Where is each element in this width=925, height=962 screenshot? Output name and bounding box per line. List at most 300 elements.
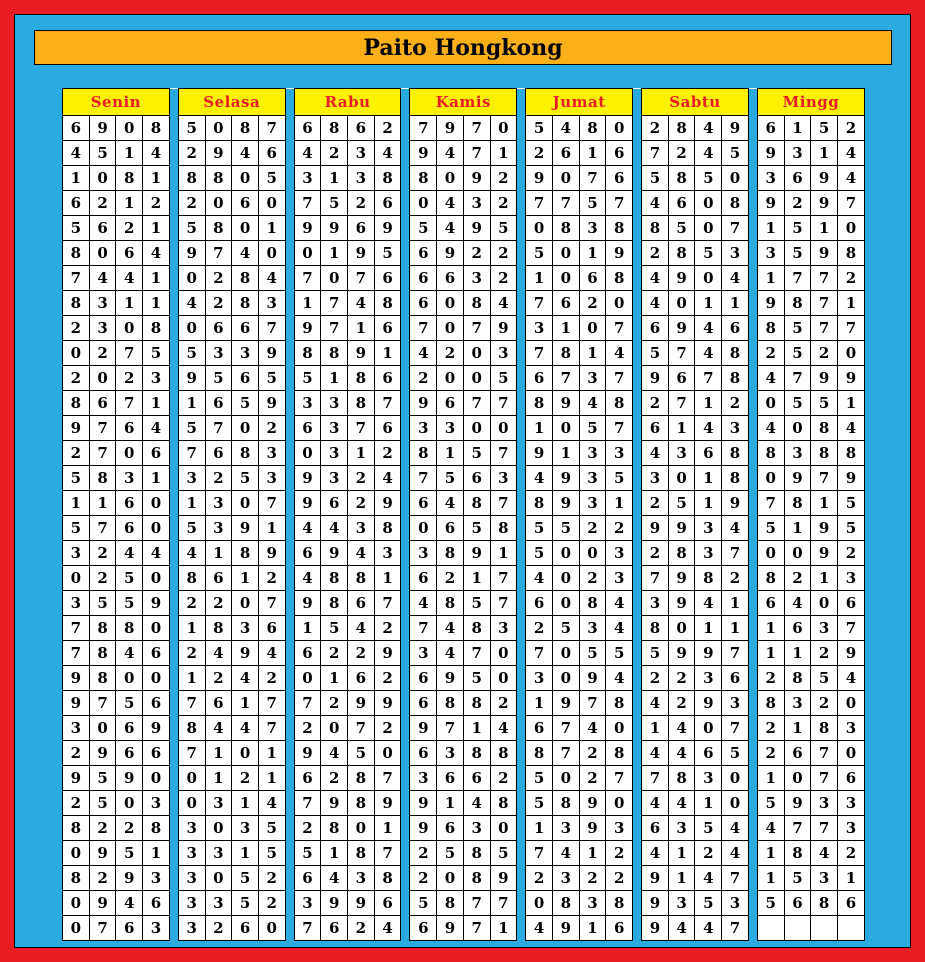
column-separator [517, 866, 526, 891]
digit-cell: 5 [490, 216, 517, 241]
digit-cell: 3 [410, 541, 437, 566]
digit-cell: 9 [552, 391, 579, 416]
digit-cell: 4 [837, 141, 864, 166]
digit-cell: 4 [89, 266, 116, 291]
digit-cell: 3 [258, 441, 285, 466]
digit-cell: 1 [321, 241, 348, 266]
digit-cell: 5 [526, 791, 553, 816]
column-separator [748, 116, 757, 141]
digit-cell: 5 [695, 891, 722, 916]
digit-cell: 9 [89, 116, 116, 141]
digit-cell: 6 [63, 191, 90, 216]
column-separator [285, 391, 294, 416]
column-separator [169, 89, 178, 116]
column-separator [633, 641, 642, 666]
digit-cell: 7 [463, 316, 490, 341]
digit-cell: 0 [606, 791, 633, 816]
digit-cell: 4 [784, 591, 811, 616]
digit-cell: 1 [143, 216, 170, 241]
digit-cell: 4 [757, 366, 784, 391]
digit-cell: 2 [757, 341, 784, 366]
digit-cell: 7 [552, 191, 579, 216]
digit-cell: 7 [463, 141, 490, 166]
digit-cell: 2 [321, 641, 348, 666]
digit-cell: 5 [722, 741, 749, 766]
column-separator [633, 141, 642, 166]
digit-cell: 7 [410, 616, 437, 641]
digit-cell: 2 [89, 866, 116, 891]
column-separator [285, 591, 294, 616]
digit-cell: 1 [757, 216, 784, 241]
digit-cell: 5 [321, 616, 348, 641]
digit-cell: 9 [258, 541, 285, 566]
column-separator [748, 716, 757, 741]
digit-cell: 9 [811, 541, 838, 566]
digit-cell: 2 [410, 841, 437, 866]
column-separator [401, 266, 410, 291]
table-row [63, 916, 865, 941]
digit-cell: 0 [552, 266, 579, 291]
column-separator [169, 641, 178, 666]
digit-cell: 2 [837, 116, 864, 141]
digit-cell: 9 [463, 166, 490, 191]
digit-cell: 8 [490, 791, 517, 816]
digit-cell: 9 [695, 641, 722, 666]
digit-cell: 0 [89, 241, 116, 266]
digit-cell: 2 [642, 541, 669, 566]
digit-cell: 1 [837, 866, 864, 891]
digit-cell: 8 [116, 166, 143, 191]
digit-cell: 0 [552, 666, 579, 691]
digit-cell: 1 [258, 516, 285, 541]
digit-cell: 8 [606, 741, 633, 766]
digit-cell: 6 [374, 191, 401, 216]
column-separator [633, 916, 642, 941]
digit-cell: 3 [410, 416, 437, 441]
digit-cell: 2 [668, 691, 695, 716]
digit-cell: 8 [722, 191, 749, 216]
table-row [63, 816, 865, 841]
column-separator [517, 841, 526, 866]
table-row [63, 616, 865, 641]
column-separator [285, 816, 294, 841]
digit-cell: 4 [552, 116, 579, 141]
digit-cell: 9 [89, 891, 116, 916]
column-separator [517, 466, 526, 491]
digit-cell: 8 [526, 391, 553, 416]
digit-cell: 7 [606, 766, 633, 791]
digit-cell: 8 [552, 341, 579, 366]
column-separator [517, 591, 526, 616]
digit-cell: 6 [837, 766, 864, 791]
digit-cell: 9 [837, 466, 864, 491]
digit-cell: 7 [490, 591, 517, 616]
digit-cell: 6 [374, 316, 401, 341]
column-separator [401, 391, 410, 416]
digit-cell: 5 [178, 416, 205, 441]
digit-cell: 2 [579, 866, 606, 891]
digit-cell: 8 [321, 816, 348, 841]
column-separator [748, 291, 757, 316]
digit-cell: 3 [526, 316, 553, 341]
digit-cell: 9 [374, 791, 401, 816]
digit-cell: 7 [258, 591, 285, 616]
column-separator [401, 916, 410, 941]
digit-cell: 9 [552, 691, 579, 716]
digit-cell: 8 [143, 816, 170, 841]
digit-cell: 9 [374, 641, 401, 666]
digit-cell: 2 [642, 491, 669, 516]
column-separator [169, 216, 178, 241]
digit-cell: 8 [410, 166, 437, 191]
digit-cell: 2 [178, 591, 205, 616]
column-separator [401, 216, 410, 241]
column-separator [401, 291, 410, 316]
digit-cell: 7 [837, 316, 864, 341]
digit-cell: 3 [490, 341, 517, 366]
digit-cell: 8 [668, 241, 695, 266]
digit-cell: 7 [374, 766, 401, 791]
column-separator [517, 141, 526, 166]
column-separator [401, 566, 410, 591]
digit-cell: 3 [294, 166, 321, 191]
digit-cell: 5 [526, 116, 553, 141]
column-separator [517, 541, 526, 566]
digit-cell: 3 [463, 266, 490, 291]
column-separator [748, 666, 757, 691]
digit-cell: 8 [463, 841, 490, 866]
digit-cell: 0 [89, 366, 116, 391]
column-separator [285, 566, 294, 591]
digit-cell: 8 [205, 166, 232, 191]
digit-cell: 6 [374, 266, 401, 291]
column-header-senin: Senin [63, 89, 170, 116]
digit-cell: 9 [437, 241, 464, 266]
digit-cell: 0 [490, 116, 517, 141]
digit-cell: 5 [526, 541, 553, 566]
digit-cell: 6 [552, 141, 579, 166]
column-separator [633, 316, 642, 341]
digit-cell: 6 [205, 566, 232, 591]
digit-cell: 7 [722, 716, 749, 741]
digit-cell: 3 [232, 816, 259, 841]
column-header-sabtu: Sabtu [642, 89, 749, 116]
digit-cell: 1 [668, 841, 695, 866]
digit-cell: 6 [143, 691, 170, 716]
digit-cell: 2 [258, 866, 285, 891]
digit-cell: 2 [258, 891, 285, 916]
column-separator [285, 716, 294, 741]
digit-cell: 6 [410, 266, 437, 291]
digit-cell: 9 [757, 141, 784, 166]
digit-cell: 0 [294, 241, 321, 266]
digit-cell: 8 [178, 166, 205, 191]
column-separator [169, 741, 178, 766]
digit-cell: 8 [784, 491, 811, 516]
column-separator [517, 791, 526, 816]
digit-cell: 7 [258, 491, 285, 516]
digit-cell: 3 [463, 191, 490, 216]
digit-cell: 8 [784, 666, 811, 691]
digit-cell: 4 [642, 191, 669, 216]
digit-cell: 0 [205, 816, 232, 841]
digit-cell: 0 [89, 166, 116, 191]
digit-cell: 9 [410, 816, 437, 841]
digit-cell: 1 [490, 141, 517, 166]
digit-cell: 4 [606, 341, 633, 366]
digit-cell: 8 [437, 591, 464, 616]
column-separator [633, 266, 642, 291]
table-row [63, 466, 865, 491]
digit-cell: 0 [205, 116, 232, 141]
digit-cell: 7 [374, 841, 401, 866]
digit-cell: 9 [348, 891, 375, 916]
digit-cell: 8 [348, 391, 375, 416]
digit-cell: 9 [811, 366, 838, 391]
digit-cell: 5 [722, 141, 749, 166]
column-separator [633, 466, 642, 491]
digit-cell: 1 [374, 341, 401, 366]
digit-cell: 7 [463, 391, 490, 416]
digit-cell: 6 [410, 666, 437, 691]
digit-cell: 7 [294, 266, 321, 291]
digit-cell: 8 [463, 616, 490, 641]
digit-cell: 9 [579, 666, 606, 691]
table-row [63, 766, 865, 791]
digit-cell: 2 [722, 391, 749, 416]
digit-cell: 3 [348, 516, 375, 541]
digit-cell: 8 [410, 441, 437, 466]
digit-cell: 2 [205, 591, 232, 616]
digit-cell: 5 [410, 891, 437, 916]
digit-cell: 0 [552, 566, 579, 591]
digit-cell: 9 [143, 591, 170, 616]
digit-cell: 6 [642, 416, 669, 441]
digit-cell: 9 [232, 641, 259, 666]
digit-cell: 5 [116, 691, 143, 716]
digit-cell: 7 [205, 416, 232, 441]
column-separator [401, 816, 410, 841]
digit-cell: 4 [837, 416, 864, 441]
digit-cell: 4 [410, 341, 437, 366]
digit-cell: 3 [837, 566, 864, 591]
column-separator [633, 816, 642, 841]
column-separator [285, 866, 294, 891]
digit-cell: 5 [606, 466, 633, 491]
digit-cell: 2 [374, 116, 401, 141]
digit-cell: 9 [722, 491, 749, 516]
digit-cell: 3 [205, 341, 232, 366]
digit-cell: 8 [348, 566, 375, 591]
table-row [63, 266, 865, 291]
digit-cell: 3 [321, 391, 348, 416]
digit-cell: 8 [463, 691, 490, 716]
column-separator [401, 791, 410, 816]
digit-cell: 8 [232, 266, 259, 291]
digit-cell: 3 [579, 616, 606, 641]
column-separator [401, 591, 410, 616]
digit-cell: 8 [757, 441, 784, 466]
digit-cell: 0 [143, 566, 170, 591]
digit-cell [837, 916, 864, 941]
digit-cell: 5 [695, 166, 722, 191]
digit-cell: 8 [374, 866, 401, 891]
digit-cell: 9 [116, 866, 143, 891]
digit-cell: 8 [668, 766, 695, 791]
digit-cell: 0 [784, 416, 811, 441]
digit-cell: 7 [490, 891, 517, 916]
digit-cell: 5 [258, 816, 285, 841]
digit-cell: 9 [410, 141, 437, 166]
digit-cell: 5 [784, 866, 811, 891]
digit-cell: 0 [526, 216, 553, 241]
digit-cell: 6 [410, 491, 437, 516]
digit-cell: 4 [695, 341, 722, 366]
digit-cell: 8 [606, 691, 633, 716]
digit-cell: 0 [606, 716, 633, 741]
digit-cell: 0 [321, 266, 348, 291]
digit-cell: 4 [116, 266, 143, 291]
digit-cell: 0 [116, 441, 143, 466]
column-separator [169, 141, 178, 166]
digit-cell: 3 [784, 441, 811, 466]
digit-cell: 7 [116, 341, 143, 366]
column-separator [748, 466, 757, 491]
digit-cell: 8 [89, 466, 116, 491]
digit-cell: 7 [463, 891, 490, 916]
column-separator [401, 466, 410, 491]
column-separator [285, 466, 294, 491]
column-separator [633, 791, 642, 816]
digit-cell: 7 [526, 191, 553, 216]
column-separator [748, 566, 757, 591]
digit-cell: 3 [579, 491, 606, 516]
digit-cell: 8 [374, 166, 401, 191]
digit-cell: 6 [837, 891, 864, 916]
digit-cell: 4 [374, 916, 401, 941]
digit-cell: 6 [410, 741, 437, 766]
column-separator [517, 266, 526, 291]
digit-cell: 3 [178, 841, 205, 866]
column-separator [285, 891, 294, 916]
column-separator [285, 316, 294, 341]
digit-cell: 0 [837, 691, 864, 716]
digit-cell: 8 [784, 841, 811, 866]
digit-cell: 3 [811, 616, 838, 641]
digit-cell: 7 [606, 366, 633, 391]
digit-cell: 2 [348, 491, 375, 516]
digit-cell: 4 [757, 816, 784, 841]
digit-cell: 1 [811, 141, 838, 166]
column-separator [401, 116, 410, 141]
digit-cell: 3 [348, 866, 375, 891]
digit-cell: 6 [258, 616, 285, 641]
digit-cell: 2 [258, 666, 285, 691]
column-separator [517, 291, 526, 316]
digit-cell: 2 [116, 366, 143, 391]
column-separator [285, 416, 294, 441]
column-separator [748, 316, 757, 341]
column-separator [285, 841, 294, 866]
digit-cell: 8 [811, 416, 838, 441]
digit-cell: 7 [294, 916, 321, 941]
digit-cell: 7 [63, 616, 90, 641]
digit-cell: 4 [258, 791, 285, 816]
digit-cell: 9 [348, 341, 375, 366]
digit-cell: 7 [811, 741, 838, 766]
digit-cell: 6 [258, 141, 285, 166]
digit-cell: 6 [143, 891, 170, 916]
digit-cell: 5 [784, 341, 811, 366]
digit-cell: 2 [784, 566, 811, 591]
digit-cell: 8 [757, 691, 784, 716]
digit-cell: 3 [437, 416, 464, 441]
column-separator [401, 341, 410, 366]
digit-cell: 7 [526, 641, 553, 666]
digit-cell: 0 [722, 166, 749, 191]
digit-cell: 2 [178, 191, 205, 216]
digit-cell: 2 [374, 716, 401, 741]
digit-cell: 2 [294, 716, 321, 741]
column-separator [633, 616, 642, 641]
digit-cell: 0 [232, 491, 259, 516]
digit-cell: 2 [116, 816, 143, 841]
digit-cell: 7 [258, 716, 285, 741]
digit-cell: 6 [757, 116, 784, 141]
digit-cell: 3 [348, 166, 375, 191]
digit-cell: 4 [695, 116, 722, 141]
digit-cell: 4 [437, 491, 464, 516]
digit-cell: 2 [606, 516, 633, 541]
digit-cell: 9 [321, 891, 348, 916]
digit-cell: 5 [811, 666, 838, 691]
column-separator [169, 516, 178, 541]
digit-cell: 8 [837, 441, 864, 466]
digit-cell: 1 [116, 141, 143, 166]
digit-cell: 9 [668, 641, 695, 666]
digit-cell: 5 [178, 516, 205, 541]
digit-cell: 4 [178, 541, 205, 566]
digit-cell: 5 [116, 841, 143, 866]
digit-cell: 8 [552, 791, 579, 816]
column-separator [169, 166, 178, 191]
digit-cell: 2 [642, 666, 669, 691]
column-separator [517, 816, 526, 841]
digit-cell: 5 [205, 366, 232, 391]
column-separator [169, 416, 178, 441]
column-separator [401, 691, 410, 716]
digit-cell: 1 [526, 816, 553, 841]
column-separator [285, 541, 294, 566]
digit-cell: 2 [837, 841, 864, 866]
digit-cell: 9 [811, 516, 838, 541]
column-separator [169, 616, 178, 641]
digit-cell: 9 [579, 816, 606, 841]
digit-cell: 2 [348, 466, 375, 491]
digit-cell: 8 [606, 391, 633, 416]
digit-cell: 5 [463, 591, 490, 616]
digit-cell: 9 [837, 366, 864, 391]
digit-cell: 4 [695, 141, 722, 166]
digit-cell: 2 [526, 866, 553, 891]
digit-cell: 8 [89, 666, 116, 691]
column-separator [748, 491, 757, 516]
digit-cell: 6 [116, 516, 143, 541]
digit-cell: 2 [526, 141, 553, 166]
digit-cell: 8 [579, 591, 606, 616]
digit-cell: 6 [294, 541, 321, 566]
digit-cell: 9 [695, 691, 722, 716]
